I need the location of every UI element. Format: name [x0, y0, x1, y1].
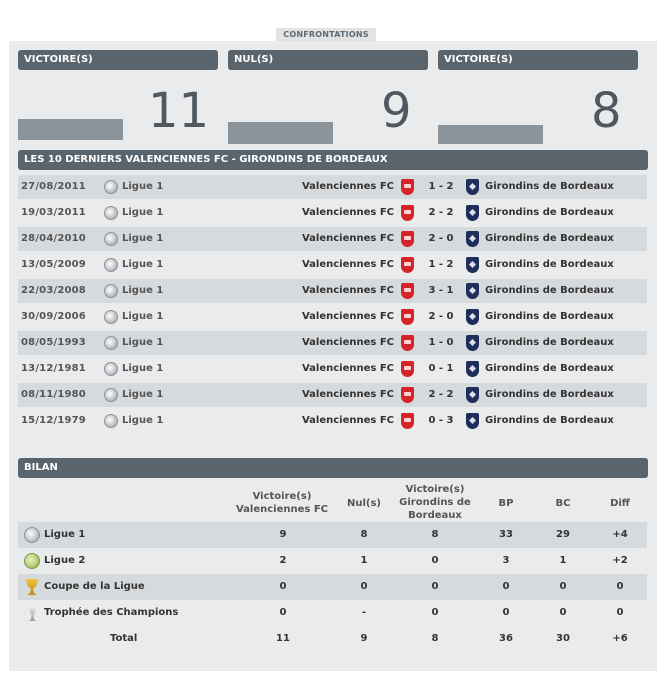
home-wins-header: VICTOIRE(S) [18, 50, 218, 70]
away-team-name[interactable]: Girondins de Bordeaux [485, 311, 614, 322]
ligue1-ball-icon [104, 206, 118, 220]
match-row[interactable] [18, 175, 647, 199]
bordeaux-crest-icon [466, 309, 479, 325]
away-wins: 0 [431, 581, 439, 592]
total-bp: 36 [499, 633, 513, 644]
total-away-wins: 8 [431, 633, 439, 644]
bilan-row [18, 574, 647, 600]
match-score[interactable]: 1 - 0 [428, 337, 454, 348]
away-wins: 0 [431, 607, 439, 618]
match-competition[interactable]: Ligue 1 [122, 259, 164, 270]
col-home-wins: Victoire(s) Valenciennes FC [235, 491, 329, 515]
goals-against: 0 [559, 607, 567, 618]
total-diff: +6 [612, 633, 628, 644]
col-draws: Nul(s) [346, 498, 381, 509]
goal-diff: +2 [612, 555, 628, 566]
match-competition[interactable]: Ligue 1 [122, 285, 164, 296]
ligue1-ball-icon [104, 310, 118, 324]
home-team-name[interactable]: Valenciennes FC [301, 415, 394, 426]
total-label: Total [110, 633, 138, 644]
col-diff: Diff [610, 498, 630, 509]
ligue1-ball-icon [24, 527, 40, 543]
match-row[interactable] [18, 201, 647, 225]
ligue1-ball-icon [104, 180, 118, 194]
bilan-row [18, 548, 647, 574]
match-row[interactable] [18, 331, 647, 355]
total-home-wins: 11 [276, 633, 290, 644]
ligue1-ball-icon [104, 258, 118, 272]
home-team-name[interactable]: Valenciennes FC [301, 259, 394, 270]
match-competition[interactable]: Ligue 1 [122, 207, 164, 218]
match-date: 13/05/2009 [21, 259, 86, 270]
total-draws: 9 [360, 633, 368, 644]
away-wins-count: 8 [591, 83, 622, 139]
home-wins: 9 [279, 529, 287, 540]
bilan-header: BILAN [18, 458, 648, 478]
match-score[interactable]: 2 - 0 [428, 311, 454, 322]
away-team-name[interactable]: Girondins de Bordeaux [485, 285, 614, 296]
bordeaux-crest-icon [466, 413, 479, 429]
match-date: 13/12/1981 [21, 363, 86, 374]
match-score[interactable]: 2 - 2 [428, 389, 454, 400]
draws-count: 9 [381, 83, 412, 139]
away-wins: 8 [431, 529, 439, 540]
home-team-name[interactable]: Valenciennes FC [301, 363, 394, 374]
draws-header: NUL(S) [228, 50, 428, 70]
match-score[interactable]: 2 - 2 [428, 207, 454, 218]
total-bc: 30 [556, 633, 570, 644]
home-team-name[interactable]: Valenciennes FC [301, 207, 394, 218]
ligue1-ball-icon [104, 336, 118, 350]
ligue1-ball-icon [104, 362, 118, 376]
match-score[interactable]: 2 - 0 [428, 233, 454, 244]
ligue1-ball-icon [104, 414, 118, 428]
match-score[interactable]: 0 - 3 [428, 415, 454, 426]
goals-against: 0 [559, 581, 567, 592]
draws: 0 [360, 581, 368, 592]
valenciennes-crest-icon [401, 257, 414, 273]
goal-diff: +4 [612, 529, 628, 540]
away-team-name[interactable]: Girondins de Bordeaux [485, 415, 614, 426]
champions-trophy-icon [28, 605, 37, 621]
match-score[interactable]: 1 - 2 [428, 259, 454, 270]
bordeaux-crest-icon [466, 335, 479, 351]
goals-for: 0 [502, 607, 510, 618]
home-team-name[interactable]: Valenciennes FC [301, 337, 394, 348]
match-competition[interactable]: Ligue 1 [122, 337, 164, 348]
match-competition[interactable]: Ligue 1 [122, 415, 164, 426]
bordeaux-crest-icon [466, 361, 479, 377]
valenciennes-crest-icon [401, 179, 414, 195]
away-team-name[interactable]: Girondins de Bordeaux [485, 259, 614, 270]
home-team-name[interactable]: Valenciennes FC [301, 181, 394, 192]
valenciennes-crest-icon [401, 283, 414, 299]
home-wins-bar [18, 119, 123, 140]
match-row[interactable] [18, 409, 647, 433]
ligue2-ball-icon [24, 553, 40, 569]
bordeaux-crest-icon [466, 231, 479, 247]
competition-name: Trophée des Champions [44, 607, 179, 618]
last-matches-header: LES 10 DERNIERS VALENCIENNES FC - GIRONDINS DE BORDEAUX [18, 150, 648, 170]
goals-for: 33 [499, 529, 513, 540]
match-date: 27/08/2011 [21, 181, 86, 192]
bordeaux-crest-icon [466, 257, 479, 273]
match-row[interactable] [18, 227, 647, 251]
bordeaux-crest-icon [466, 179, 479, 195]
bilan-total-row [18, 626, 647, 652]
match-competition[interactable]: Ligue 1 [122, 363, 164, 374]
match-row[interactable] [18, 253, 647, 277]
match-date: 08/05/1993 [21, 337, 86, 348]
match-date: 22/03/2008 [21, 285, 86, 296]
away-team-name[interactable]: Girondins de Bordeaux [485, 337, 614, 348]
bordeaux-crest-icon [466, 387, 479, 403]
away-wins-header: VICTOIRE(S) [438, 50, 638, 70]
col-bc: BC [555, 498, 571, 509]
ligue1-ball-icon [104, 284, 118, 298]
away-team-name[interactable]: Girondins de Bordeaux [485, 233, 614, 244]
competition-name: Ligue 1 [44, 529, 86, 540]
home-wins: 2 [279, 555, 287, 566]
valenciennes-crest-icon [401, 335, 414, 351]
away-team-name[interactable]: Girondins de Bordeaux [485, 207, 614, 218]
match-competition[interactable]: Ligue 1 [122, 311, 164, 322]
draws: 1 [360, 555, 368, 566]
ligue1-ball-icon [104, 388, 118, 402]
match-date: 15/12/1979 [21, 415, 86, 426]
goals-for: 3 [502, 555, 510, 566]
match-row[interactable] [18, 305, 647, 329]
home-wins: 0 [279, 581, 287, 592]
match-row[interactable] [18, 357, 647, 381]
valenciennes-crest-icon [401, 387, 414, 403]
away-wins: 0 [431, 555, 439, 566]
match-date: 08/11/1980 [21, 389, 86, 400]
valenciennes-crest-icon [401, 361, 414, 377]
match-score[interactable]: 1 - 2 [428, 181, 454, 192]
match-row[interactable] [18, 383, 647, 407]
goal-diff: 0 [616, 581, 624, 592]
col-bp: BP [498, 498, 514, 509]
col-away-wins: Victoire(s) Girondins de Bordeaux [399, 484, 471, 521]
league-cup-icon [26, 579, 38, 595]
match-competition[interactable]: Ligue 1 [122, 181, 164, 192]
bordeaux-crest-icon [466, 283, 479, 299]
match-date: 28/04/2010 [21, 233, 86, 244]
confrontations-tab[interactable]: CONFRONTATIONS [276, 28, 376, 41]
home-team-name[interactable]: Valenciennes FC [301, 311, 394, 322]
ligue1-ball-icon [104, 232, 118, 246]
away-team-name[interactable]: Girondins de Bordeaux [485, 363, 614, 374]
goals-against: 29 [556, 529, 570, 540]
goals-against: 1 [559, 555, 567, 566]
home-wins: 0 [279, 607, 287, 618]
match-date: 30/09/2006 [21, 311, 86, 322]
away-team-name[interactable]: Girondins de Bordeaux [485, 389, 614, 400]
draws: 8 [360, 529, 368, 540]
match-date: 19/03/2011 [21, 207, 86, 218]
valenciennes-crest-icon [401, 413, 414, 429]
competition-name: Ligue 2 [44, 555, 86, 566]
goals-for: 0 [502, 581, 510, 592]
valenciennes-crest-icon [401, 205, 414, 221]
match-score[interactable]: 3 - 1 [428, 285, 454, 296]
match-score[interactable]: 0 - 1 [428, 363, 454, 374]
bilan-row [18, 600, 647, 626]
home-team-name[interactable]: Valenciennes FC [301, 389, 394, 400]
bilan-row [18, 522, 647, 548]
bordeaux-crest-icon [466, 205, 479, 221]
away-team-name[interactable]: Girondins de Bordeaux [485, 181, 614, 192]
draws-bar [228, 122, 333, 144]
valenciennes-crest-icon [401, 309, 414, 325]
match-row[interactable] [18, 279, 647, 303]
away-wins-bar [438, 125, 543, 144]
home-team-name[interactable]: Valenciennes FC [301, 285, 394, 296]
match-competition[interactable]: Ligue 1 [122, 389, 164, 400]
home-team-name[interactable]: Valenciennes FC [301, 233, 394, 244]
competition-name: Coupe de la Ligue [44, 581, 145, 592]
home-wins-count: 11 [148, 83, 210, 139]
match-competition[interactable]: Ligue 1 [122, 233, 164, 244]
goal-diff: 0 [616, 607, 624, 618]
valenciennes-crest-icon [401, 231, 414, 247]
draws: - [361, 607, 367, 618]
